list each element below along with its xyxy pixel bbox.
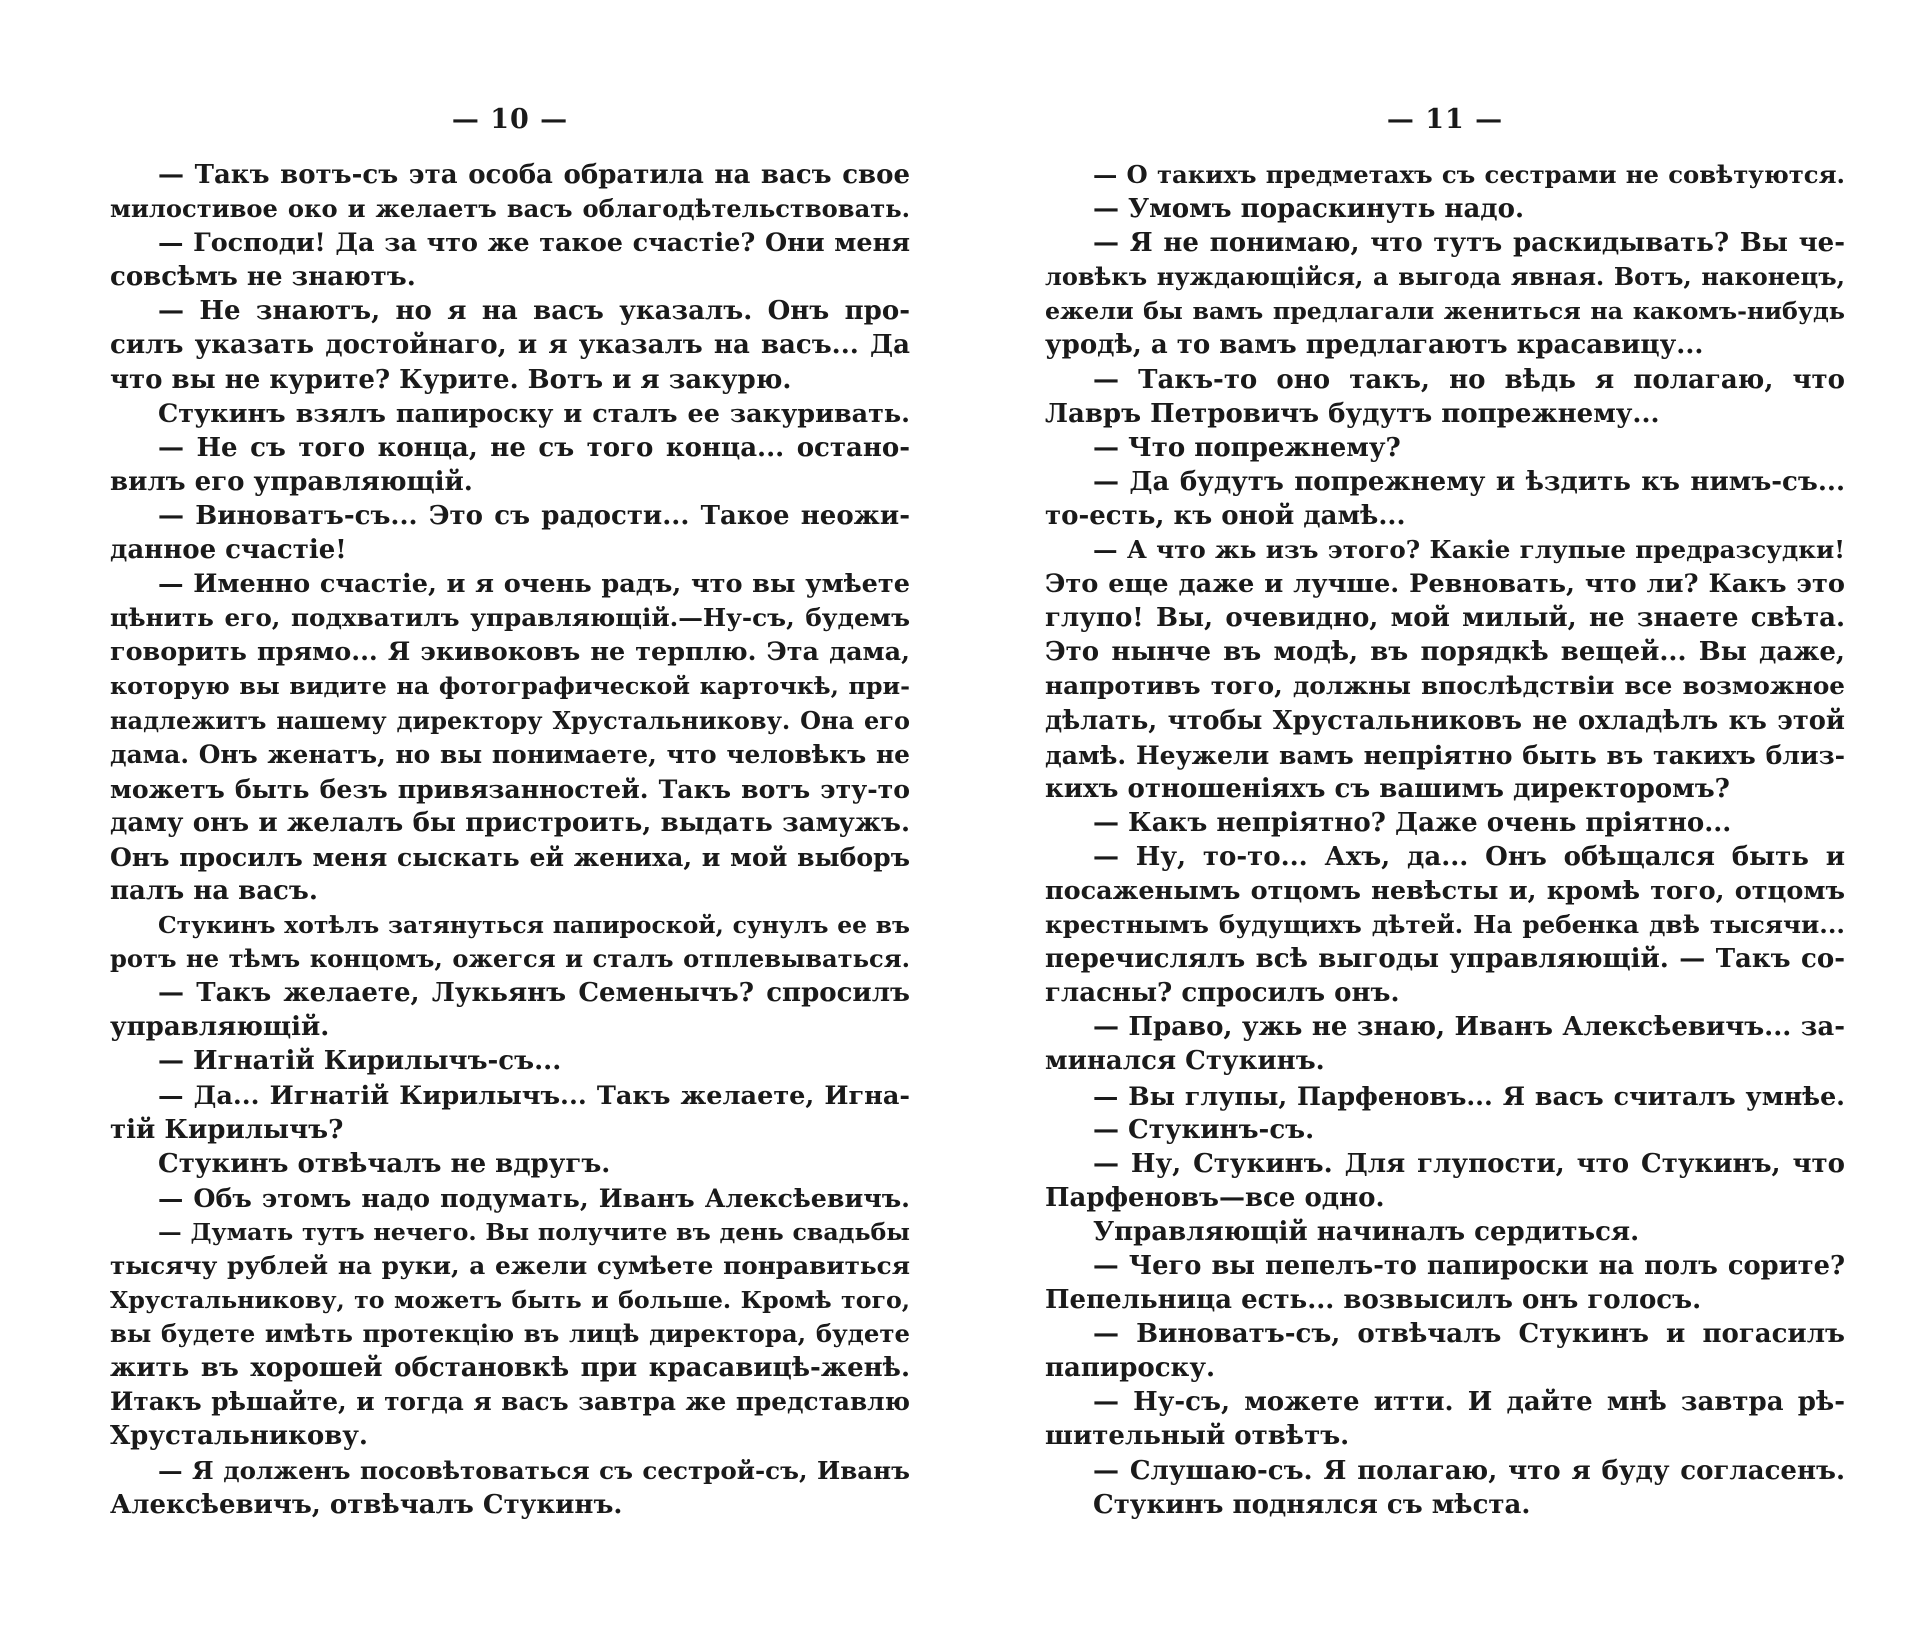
text-line: Парфеновъ—все одно.	[1045, 1182, 1385, 1213]
text-line: уродѣ, а то вамъ предлагаютъ красавицу...	[1045, 330, 1704, 361]
text-line: посаженымъ отцомъ невѣсты и, кромѣ того, отцомъ	[1045, 875, 1845, 906]
text-line: — Объ этомъ надо подумать, Иванъ Алексѣевичъ.	[158, 1182, 910, 1213]
text-line: тысячу рублей на руки, а ежели сумѣете понравиться	[110, 1251, 910, 1280]
text-line: — Игнатій Кирилычъ-съ...	[158, 1046, 562, 1077]
text-line: — Ну-съ, можете итти. И дайте мнѣ завтра рѣ-	[1093, 1387, 1845, 1418]
text-line: — Ну, Стукинъ. Для глупости, что Стукинъ, что	[1093, 1148, 1845, 1179]
page-number-left: — 10 —	[451, 104, 569, 135]
text-line: Управляющій начиналъ сердиться.	[1093, 1216, 1640, 1247]
page-number-right: — 11 —	[1386, 104, 1504, 135]
text-line: — Именно счастіе, и я очень радъ, что вы умѣете	[158, 569, 910, 600]
text-line: Онъ просилъ меня сыскать ей жениха, и мой выборъ	[110, 841, 910, 872]
text-line: палъ на васъ.	[110, 875, 318, 906]
left-page-body	[110, 158, 910, 1522]
text-line: — Я долженъ посовѣтоваться съ сестрой-съ, Иванъ	[158, 1455, 910, 1485]
text-line: даму онъ и желалъ бы пристроить, выдать замужъ.	[110, 807, 910, 838]
text-line: гласны? спросилъ онъ.	[1045, 978, 1400, 1009]
text-line: ежели бы вамъ предлагали жениться на какомъ-нибудь	[1045, 297, 1845, 326]
text-line: — Я не понимаю, что тутъ раскидывать? Вы че-	[1093, 228, 1845, 259]
text-line: — Что попрежнему?	[1093, 432, 1401, 463]
text-line: — Какъ непріятно? Даже очень пріятно...	[1093, 807, 1732, 838]
text-line: — Вы глупы, Парфеновъ... Я васъ считалъ умнѣе.	[1093, 1080, 1845, 1111]
text-line: — Слушаю-съ. Я полагаю, что я буду согласенъ.	[1093, 1455, 1845, 1486]
text-line: — Да... Игнатій Кирилычъ... Такъ желаете, Игна-	[158, 1080, 910, 1111]
text-line: вилъ его управляющій.	[110, 466, 473, 497]
text-line: Пепельница есть... возвысилъ онъ голосъ.	[1045, 1285, 1702, 1316]
text-line: тій Кирилычъ?	[110, 1114, 344, 1145]
text-line: — Не знаютъ, но я на васъ указалъ. Онъ про-	[158, 296, 910, 327]
text-line: глупо! Вы, очевидно, мой милый, не знаете свѣта.	[1045, 603, 1845, 634]
text-line: цѣнить его, подхватилъ управляющій.—Ну-съ, будемъ	[110, 603, 910, 633]
text-line: что вы не курите? Курите. Вотъ и я закурю.	[110, 364, 792, 395]
text-line: можетъ быть безъ привязанностей. Такъ вотъ эту-то	[110, 773, 910, 804]
text-line: дама. Онъ женатъ, но вы понимаете, что человѣкъ не	[110, 739, 910, 769]
text-line: — Виноватъ-съ... Это съ радости... Такое неожи-	[158, 500, 910, 531]
text-line: дамѣ. Неужели вамъ непріятно быть въ такихъ близ-	[1045, 739, 1845, 770]
text-line: — Ну, то-то... Ахъ, да... Онъ обѣщался быть и	[1093, 841, 1845, 872]
text-line: — Чего вы пепелъ-то папироски на полъ сорите?	[1093, 1251, 1845, 1281]
text-line: данное счастіе!	[110, 535, 347, 566]
text-line: — Такъ вотъ-съ эта особа обратила на васъ свое	[158, 160, 910, 190]
text-line: Итакъ рѣшайте, и тогда я васъ завтра же представлю	[110, 1387, 910, 1417]
text-line: Стукинъ взялъ папироску и сталъ ее закуривать.	[158, 398, 910, 429]
text-line: говорить прямо... Я экивоковъ не терплю. Эта дама,	[110, 637, 910, 668]
text-line: Стукинъ поднялся съ мѣста.	[1093, 1489, 1531, 1520]
text-line: — А что жь изъ этого? Какіе глупые предразсудки!	[1093, 535, 1845, 565]
text-line: надлежитъ нашему директору Хрустальникову. Она его	[110, 705, 910, 735]
text-line: — Не съ того конца, не съ того конца... остано-	[158, 432, 910, 463]
text-line: то-есть, къ оной дамѣ...	[1045, 500, 1406, 531]
text-line: Хрустальникову, то можетъ быть и больше. Кромѣ того,	[110, 1286, 910, 1315]
text-line: Стукинъ отвѣчалъ не вдругъ.	[158, 1148, 611, 1179]
text-line: — Право, ужь не знаю, Иванъ Алексѣевичъ... за-	[1093, 1012, 1845, 1043]
text-line: жить въ хорошей обстановкѣ при красавицѣ-женѣ.	[110, 1353, 910, 1384]
text-line: которую вы видите на фотографической карточкѣ, при-	[110, 672, 910, 701]
text-line: — Думать тутъ нечего. Вы получите въ день свадьбы	[158, 1217, 910, 1246]
text-line: напротивъ того, должны впослѣдствіи все возможное	[1045, 671, 1845, 701]
text-line: минался Стукинъ.	[1045, 1046, 1325, 1077]
text-line: управляющій.	[110, 1012, 330, 1043]
right-page	[1045, 0, 1845, 1641]
text-line: Алексѣевичъ, отвѣчалъ Стукинъ.	[110, 1489, 623, 1520]
left-page	[110, 0, 910, 1641]
text-line: — Господи! Да за что же такое счастіе? Они меня	[158, 228, 910, 259]
text-line: — Такъ-то оно такъ, но вѣдь я полагаю, что	[1093, 364, 1845, 395]
text-line: — Да будутъ попрежнему и ѣздить къ нимъ-съ...	[1093, 466, 1845, 497]
text-line: Лавръ Петровичъ будутъ попрежнему...	[1045, 398, 1660, 429]
text-line: милостивое око и желаетъ васъ облагодѣтельствовать.	[110, 194, 910, 224]
text-line: шительный отвѣтъ.	[1045, 1421, 1350, 1452]
text-line: Это нынче въ модѣ, въ порядкѣ вещей... Вы даже,	[1045, 637, 1845, 668]
text-line: — О такихъ предметахъ съ сестрами не совѣтуются.	[1093, 160, 1845, 189]
text-line: папироску.	[1045, 1353, 1216, 1384]
text-line: ловѣкъ нуждающійся, а выгода явная. Вотъ, наконецъ,	[1045, 262, 1845, 292]
text-line: крестнымъ будущихъ дѣтей. На ребенка двѣ тысячи...	[1045, 910, 1845, 940]
text-line: перечислялъ всѣ выгоды управляющій. — Такъ со-	[1045, 944, 1845, 975]
text-line: ротъ не тѣмъ концомъ, ожегся и сталъ отплевываться.	[110, 944, 910, 974]
text-line: — Стукинъ-съ.	[1093, 1114, 1315, 1145]
text-line: Стукинъ хотѣлъ затянуться папироской, сунулъ ее въ	[158, 911, 910, 940]
text-line: дѣлать, чтобы Хрустальниковъ не охладѣлъ къ этой	[1045, 705, 1845, 736]
text-line: — Умомъ пораскинуть надо.	[1093, 194, 1525, 225]
text-line: кихъ отношеніяхъ съ вашимъ директоромъ?	[1045, 773, 1730, 804]
text-line: совсѣмъ не знаютъ.	[110, 262, 416, 293]
right-page-body	[1045, 158, 1845, 1522]
text-line: Хрустальникову.	[110, 1421, 368, 1452]
text-line: силъ указать достойнаго, и я указалъ на васъ... Да	[110, 330, 910, 361]
text-line: — Виноватъ-съ, отвѣчалъ Стукинъ и погасилъ	[1093, 1319, 1845, 1350]
text-line: вы будете имѣть протекцію въ лицѣ директора, будете	[110, 1319, 910, 1349]
text-line: Это еще даже и лучше. Ревновать, что ли? Какъ это	[1045, 569, 1845, 600]
text-line: — Такъ желаете, Лукьянъ Семенычъ? спросилъ	[158, 978, 910, 1009]
